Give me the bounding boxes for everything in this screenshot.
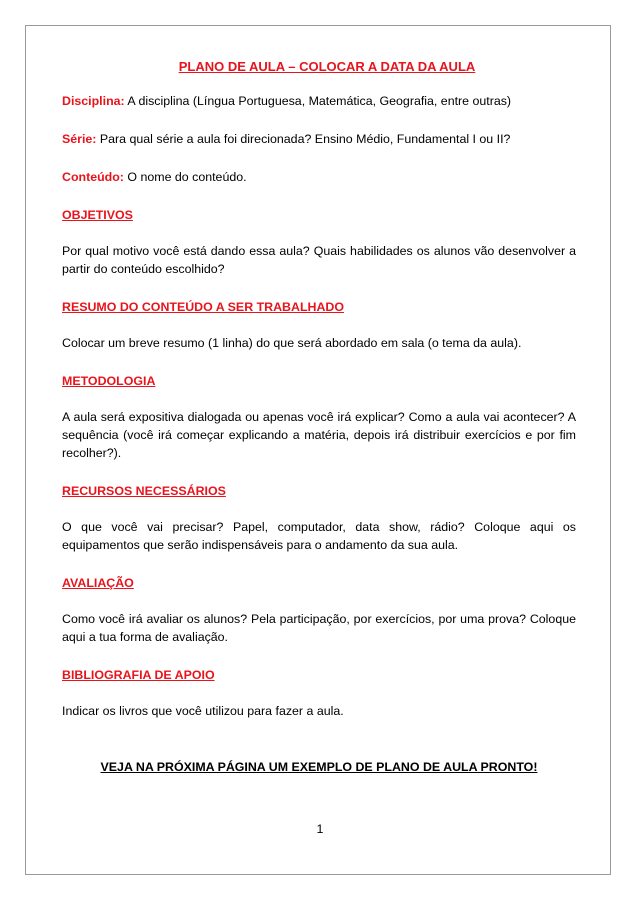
section-text-resumo: Colocar um breve resumo (1 linha) do que será abordado em sala (o tema da aula). (62, 336, 522, 350)
final-note: VEJA NA PRÓXIMA PÁGINA UM EXEMPLO DE PLANO DE AULA PRONTO! (100, 760, 538, 774)
field-value: Para qual série a aula foi direcionada? Ensino Médio, Fundamental I ou II? (99, 132, 511, 146)
page-title: PLANO DE AULA – COLOCAR A DATA DA AULA (178, 59, 476, 74)
section-text-metodologia: A aula será expositiva dialogada ou apenas você irá explicar? Como a aula vai acontecer? A sequência (você irá começar explicando a matéria, depois irá distribuir exercícios e por fim recolher?). (62, 410, 576, 460)
document-content (62, 58, 576, 776)
section-heading-objetivos: OBJETIVOS (62, 208, 133, 222)
section-text-objetivos: Por qual motivo você está dando essa aula? Quais habilidades os alunos vão desenvolver a partir do conteúdo escolhido? (62, 244, 576, 276)
section-heading-avaliacao: AVALIAÇÃO (62, 576, 134, 590)
section-heading-recursos: RECURSOS NECESSÁRIOS (62, 484, 226, 498)
section-text-recursos: O que você vai precisar? Papel, computador, data show, rádio? Coloque aqui os equipamentos que serão indispensáveis para o andamento da sua aula. (62, 520, 576, 552)
field-disciplina (62, 92, 576, 110)
field-label: Conteúdo: (62, 170, 124, 184)
field-label: Disciplina: (62, 94, 125, 108)
page-number: 1 (316, 822, 324, 836)
field-conteudo (62, 168, 576, 186)
section-heading-metodologia: METODOLOGIA (62, 374, 156, 388)
section-heading-bibliografia: BIBLIOGRAFIA DE APOIO (62, 668, 215, 682)
field-value: A disciplina (Língua Portuguesa, Matemática, Geografia, entre outras) (127, 94, 512, 108)
field-value: O nome do conteúdo. (127, 170, 247, 184)
field-label: Série: (62, 132, 97, 146)
section-heading-resumo: RESUMO DO CONTEÚDO A SER TRABALHADO (62, 300, 345, 314)
section-text-bibliografia: Indicar os livros que você utilizou para fazer a aula. (62, 704, 344, 718)
field-serie (62, 130, 576, 148)
section-text-avaliacao: Como você irá avaliar os alunos? Pela participação, por exercícios, por uma prova? Coloque aqui a tua forma de avaliação. (62, 612, 576, 644)
